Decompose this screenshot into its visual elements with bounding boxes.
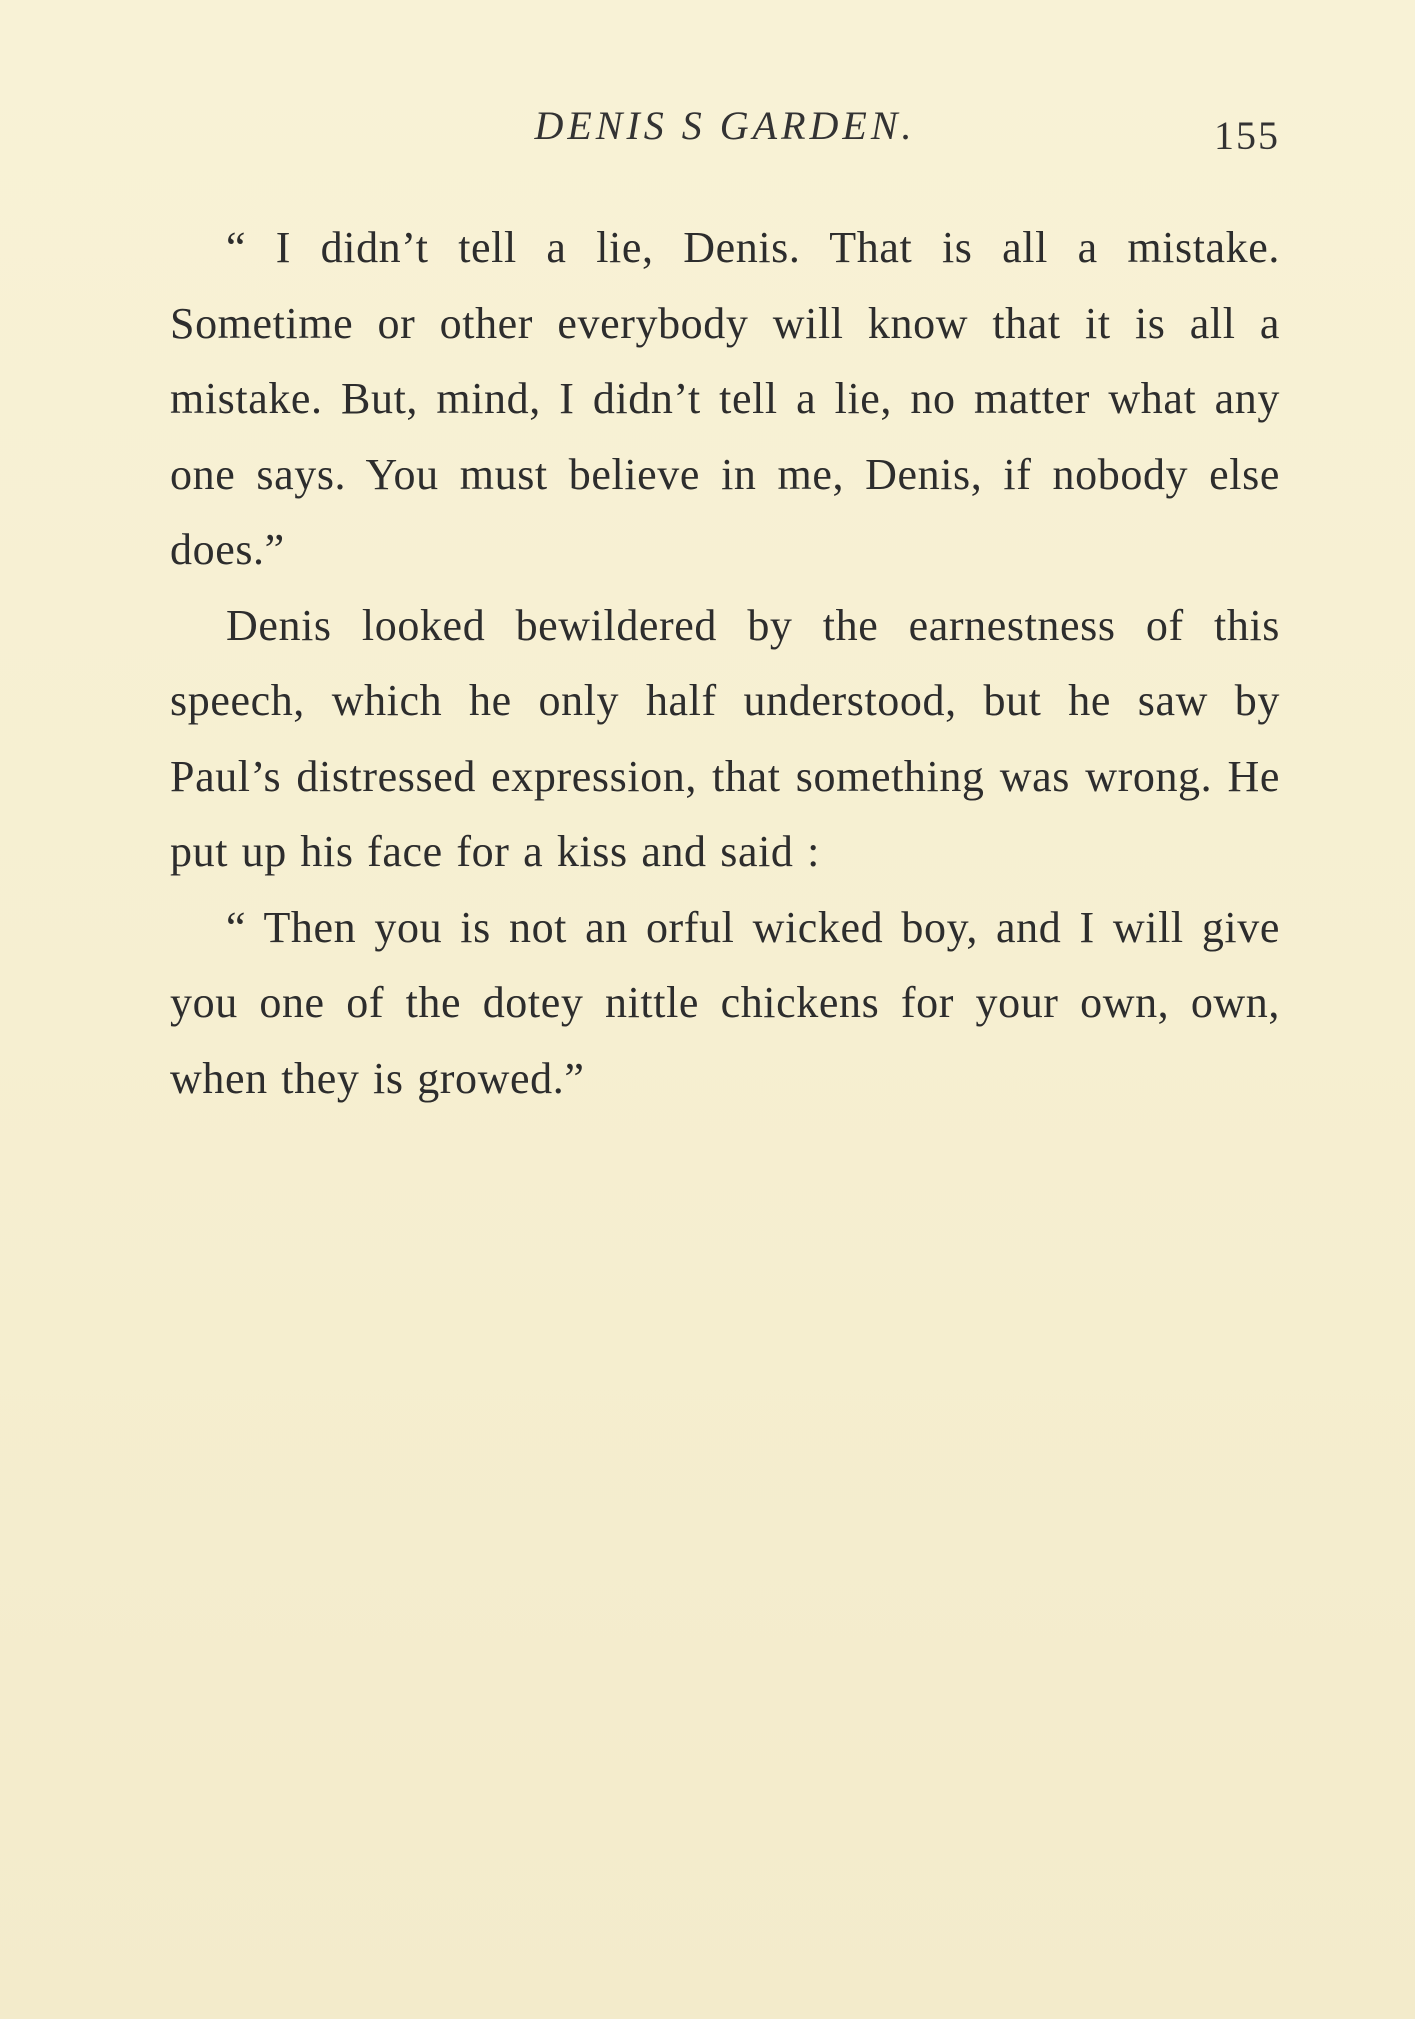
body-text: [170, 210, 1280, 1116]
running-title: DENIS S GARDEN.: [534, 103, 916, 148]
paragraph: Denis looked bewildered by the earnestness of this speech, which he only half understood, but he saw by Paul’s distressed expression, that something was wrong. He put up his face for a kiss and said :: [170, 600, 1280, 876]
running-header: [170, 96, 1280, 156]
page-number: 155: [1214, 113, 1280, 158]
paragraph: “ I didn’t tell a lie, Denis. That is all a mistake. Sometime or other everybody will know that it is all a mistake. But, mind, I didn’t tell a lie, no matter what any one says. You must believe in me, Denis, if nobody else does.”: [170, 223, 1280, 574]
paragraph: “ Then you is not an orful wicked boy, and I will give you one of the dotey nittle chickens for your own, own, when they is growed.”: [170, 902, 1280, 1103]
